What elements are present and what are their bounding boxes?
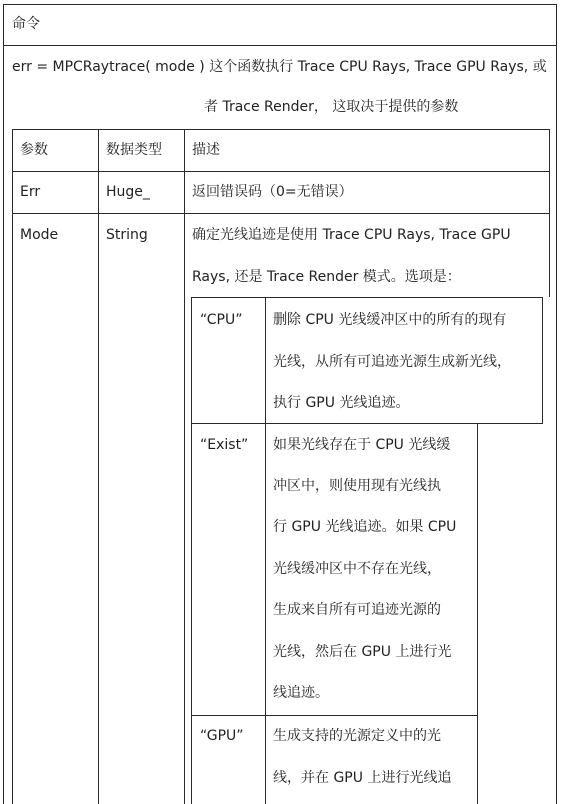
command-description-line1: err = MPCRaytrace( mode ) 这个函数执行 Trace CPU Rays, Trace GPU Rays, 或 <box>12 59 547 75</box>
option-exist-line2: 冲区中，则使用现有光线执 <box>273 478 441 494</box>
option-key-gpu: “GPU” <box>200 728 244 744</box>
option-exist-line6: 光线，然后在 GPU 上进行光 <box>273 644 452 660</box>
option-cpu-line1: 删除 CPU 光线缓冲区中的所有的现有 <box>273 312 507 328</box>
option-exist-line1: 如果光线存在于 CPU 光线缓 <box>273 437 451 453</box>
options-table-left <box>191 297 192 804</box>
col-divider-1 <box>98 129 99 804</box>
option-exist-line4: 光线缓冲区中不存在光线， <box>273 561 441 577</box>
err-row-bottom <box>12 213 549 214</box>
header-row-bottom <box>12 171 549 172</box>
option-exist-line3: 行 GPU 光线追迹。如果 CPU <box>273 519 457 535</box>
option-gpu-line1: 生成支持的光源定义中的光 <box>273 728 441 744</box>
param-err: Err <box>20 184 41 200</box>
options-table-top <box>191 297 543 298</box>
param-table-left <box>12 129 13 804</box>
header-divider <box>3 45 557 46</box>
option-cpu-bottom <box>191 423 543 424</box>
option-exist-right-border <box>477 423 478 804</box>
option-key-cpu: “CPU” <box>200 312 243 328</box>
column-header-param: 参数 <box>20 142 48 158</box>
desc-err: 返回错误码（0=无错误） <box>192 184 353 200</box>
option-cpu-line3: 执行 GPU 光线追迹。 <box>273 395 410 411</box>
type-mode: String <box>106 227 148 243</box>
options-col-divider <box>265 297 266 804</box>
option-key-exist: “Exist” <box>200 437 249 453</box>
type-err: Huge_ <box>106 184 150 200</box>
option-exist-bottom <box>191 715 478 716</box>
outer-left-border <box>3 4 4 804</box>
param-mode: Mode <box>20 227 59 243</box>
command-description-line2: 者 Trace Render， 这取决于提供的参数 <box>204 99 459 115</box>
col-divider-2 <box>184 129 185 804</box>
option-exist-line5: 生成来自所有可追迹光源的 <box>273 602 441 618</box>
option-cpu-line2: 光线，从所有可追迹光源生成新光线， <box>273 354 511 370</box>
outer-right-border <box>556 4 557 804</box>
option-exist-line7: 线追迹。 <box>273 685 329 701</box>
column-header-type: 数据类型 <box>106 142 162 158</box>
desc-mode-line2: Rays, 还是 Trace Render 模式。选项是： <box>192 269 461 285</box>
option-cpu-right-border <box>542 297 543 424</box>
option-gpu-line2: 线，并在 GPU 上进行光线追 <box>273 770 452 786</box>
column-header-desc: 描述 <box>192 142 220 158</box>
param-table-right <box>549 129 550 297</box>
param-table-top <box>12 129 549 130</box>
outer-top-border <box>3 4 557 5</box>
command-title: 命令 <box>12 16 40 32</box>
desc-mode-line1: 确定光线追迹是使用 Trace CPU Rays, Trace GPU <box>192 227 511 243</box>
